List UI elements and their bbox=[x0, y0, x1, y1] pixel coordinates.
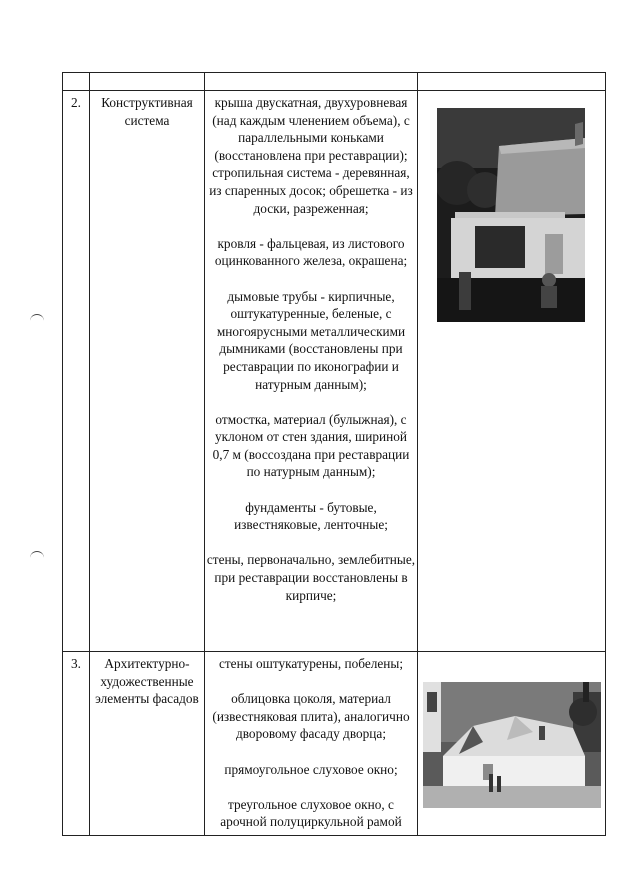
paragraph: отмостка, материал (булыжная), с уклоном от стен здания, шириной 0,7 м (воссоздана при реставрации по натурным данным); bbox=[212, 411, 410, 480]
binding-mark bbox=[30, 551, 44, 560]
header-cell bbox=[90, 73, 205, 91]
header-cell bbox=[205, 73, 418, 91]
row-content bbox=[205, 652, 418, 836]
photo-cell bbox=[418, 652, 606, 836]
paragraph: фундаменты - бутовые, известняковые, ленточные; bbox=[234, 499, 388, 533]
header-cell bbox=[418, 73, 606, 91]
paragraph: стены, первоначально, землебитные, при реставрации восстановлены в кирпиче; bbox=[206, 552, 416, 603]
building-roof-photo bbox=[437, 108, 585, 322]
table-row-facade-elements bbox=[63, 652, 606, 836]
row-content bbox=[205, 91, 418, 652]
photo-cell bbox=[418, 91, 606, 652]
paragraph: кровля - фальцевая, из листового оцинкованного железа, окрашена; bbox=[214, 235, 408, 269]
paragraph: облицовка цоколя, материал (известняковая плита), аналогично дворовому фасаду дворца; bbox=[212, 691, 410, 742]
paragraph: крыша двускатная, двухуровневая (над каждым членением объема), с параллельными коньками (восстановлена при реставрации); стропильная система - деревянная, из спаренных досок; обрешетка - из доски, разреженная; bbox=[209, 95, 413, 216]
building-facade-photo bbox=[423, 682, 601, 808]
row-number: 3. bbox=[63, 652, 90, 836]
row-title: Конструктивная система bbox=[90, 91, 205, 652]
binding-mark bbox=[30, 314, 44, 323]
row-title: Архитектурно-художественные элементы фасадов bbox=[90, 652, 205, 836]
description-table bbox=[62, 72, 606, 836]
paragraph: стены оштукатурены, побелены; bbox=[218, 656, 404, 671]
paragraph: прямоугольное слуховое окно; bbox=[224, 761, 398, 777]
table-row-structural-system bbox=[63, 91, 606, 652]
paragraph: дымовые трубы - кирпичные, оштукатуренные, беленые, с многоярусными металлическими дымниками (восстановлены при реставрации по иконографии и натурным данным); bbox=[216, 288, 406, 392]
paragraph: треугольное слуховое окно, с арочной полуциркульной рамой bbox=[220, 796, 402, 830]
table-header-row bbox=[63, 73, 606, 91]
header-cell bbox=[63, 73, 90, 91]
row-number: 2. bbox=[63, 91, 90, 652]
